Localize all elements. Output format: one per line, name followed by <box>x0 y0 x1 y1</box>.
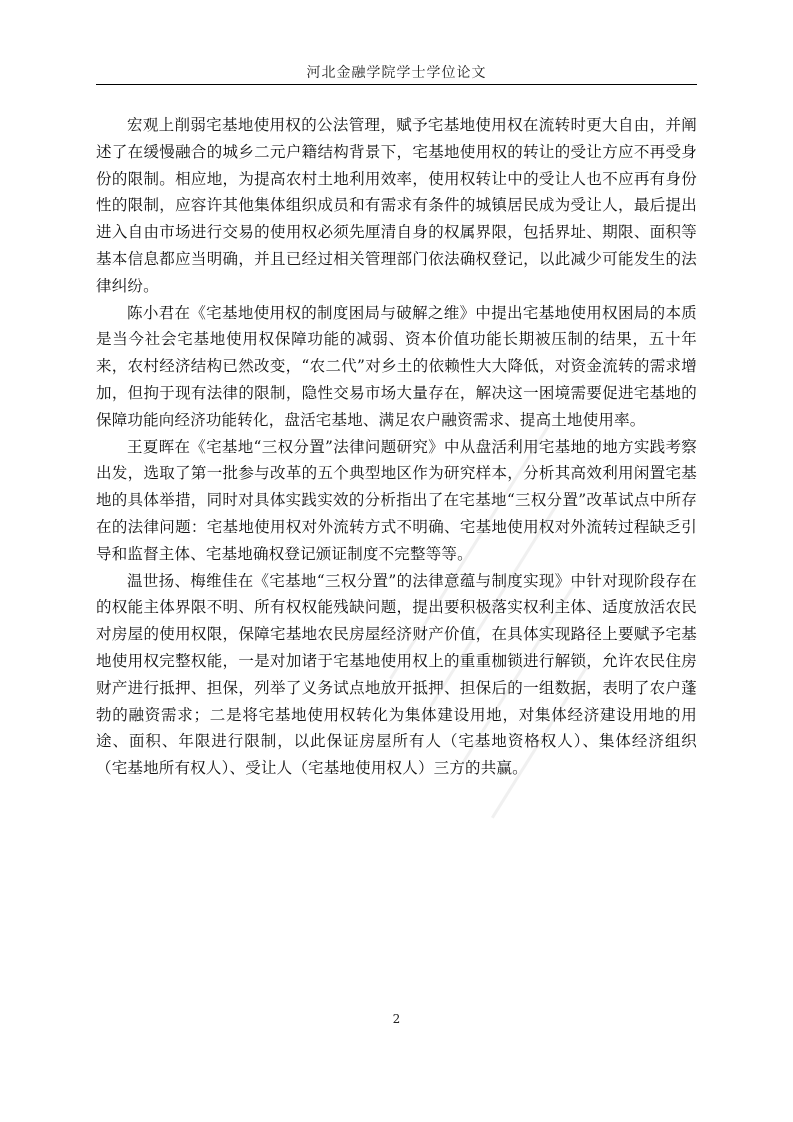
paragraph: 宏观上削弱宅基地使用权的公法管理，赋予宅基地使用权在流转时更大自由，并阐述了在缓慢融合的城乡二元户籍结构背景下，宅基地使用权的转让的受让方应不再受身份的限制。相应地，为提高农村土地利用效率，使用权转让中的受让人也不应再有身份性的限制，应容许其他集体组织成员和有需求有条件的城镇居民成为受让人，最后提出进入自由市场进行交易的使用权必须先厘清自身的权属界限，包括界址、期限、面积等基本信息都应当明确，并且已经过相关管理部门依法确权登记，以此减少可能发生的法律纠纷。 <box>96 116 697 295</box>
page-header-title: 河北金融学院学士学位论文 <box>306 65 487 81</box>
paragraph: 王夏晖在《宅基地“三权分置”法律问题研究》中从盘活利用宅基地的地方实践考察出发，选取了第一批参与改革的五个典型地区作为研究样本，分析其高效利用闲置宅基地的具体举措，同时对具体实践实效的分析指出了在宅基地“三权分置”改革试点中所存在的法律问题：宅基地使用权对外流转方式不明确、宅基地使用权对外流转过程缺乏引导和监督主体、宅基地确权登记颁证制度不完整等等。 <box>96 437 697 563</box>
header-divider <box>96 84 697 85</box>
paragraph: 温世扬、梅维佳在《宅基地“三权分置”的法律意蕴与制度实现》中针对现阶段存在的权能主体界限不明、所有权权能残缺问题，提出要积极落实权利主体、适度放活农民对房屋的使用权限，保障宅基地农民房屋经济财产价值，在具体实现路径上要赋予宅基地使用权完整权能，一是对加诸于宅基地使用权上的重重枷锁进行解锁，允许农民住房财产进行抵押、担保，列举了义务试点地放开抵押、担保后的一组数据，表明了农户蓬勃的融资需求；二是将宅基地使用权转化为集体建设用地，对集体经济建设用地的用途、面积、年限进行限制，以此保证房屋所有人（宅基地资格权人）、集体经济组织（宅基地所有权人）、受让人（宅基地使用权人）三方的共赢。 <box>96 571 697 778</box>
page-number: 2 <box>392 1012 401 1026</box>
paragraph: 陈小君在《宅基地使用权的制度困局与破解之维》中提出宅基地使用权困局的本质是当今社会宅基地使用权保障功能的减弱、资本价值功能长期被压制的结果，五十年来，农村经济结构已然改变，“农二代”对乡土的依赖性大大降低，对资金流转的需求增加，但拘于现有法律的限制，隐性交易市场大量存在，解决这一困境需要促进宅基地的保障功能向经济功能转化，盘活宅基地、满足农户融资需求、提高土地使用率。 <box>96 303 697 429</box>
document-body <box>96 112 697 782</box>
